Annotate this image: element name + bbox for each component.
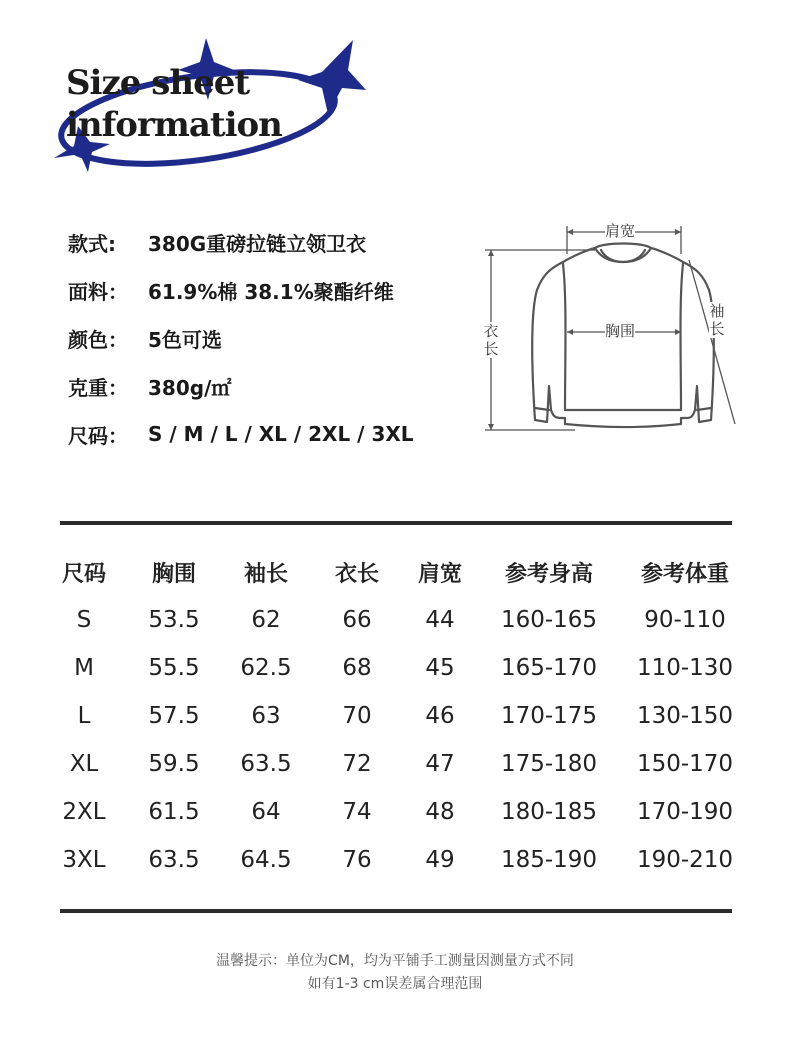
header-cell: 袖长 xyxy=(243,561,288,587)
table-cell: S xyxy=(76,607,92,633)
table-cell: 170-190 xyxy=(636,799,734,825)
table-row xyxy=(40,740,750,788)
table-cell: 175-180 xyxy=(500,751,598,777)
measurement-note-line1: 温馨提示：单位为CM，均为平铺手工测量因测量方式不同 xyxy=(216,953,574,969)
spec-value: 5色可选 xyxy=(148,327,222,352)
table-cell: 68 xyxy=(342,655,372,681)
chest-label: 胸围 xyxy=(605,322,636,340)
table-cell: M xyxy=(74,655,94,681)
table-cell: 55.5 xyxy=(148,655,200,681)
table-cell: 59.5 xyxy=(148,751,200,777)
table-cell: 45 xyxy=(425,655,455,681)
table-row xyxy=(40,596,750,644)
table-cell: 61.5 xyxy=(148,799,200,825)
spec-sizes xyxy=(68,410,414,458)
table-cell: 48 xyxy=(425,799,455,825)
table-cell: 70 xyxy=(342,703,372,729)
table-cell: 47 xyxy=(425,751,455,777)
spec-label: 款式: xyxy=(68,231,116,256)
table-cell: 53.5 xyxy=(148,607,200,633)
spec-label: 尺码： xyxy=(68,423,128,448)
header-cell: 胸围 xyxy=(151,561,196,587)
size-table xyxy=(40,548,750,884)
table-cell: 150-170 xyxy=(636,751,734,777)
spec-label: 克重： xyxy=(68,375,128,400)
table-cell: 44 xyxy=(425,607,455,633)
sleeve-label: 袖长 xyxy=(709,302,725,338)
spec-value: S / M / L / XL / 2XL / 3XL xyxy=(148,422,414,446)
header-cell: 参考体重 xyxy=(640,561,729,587)
spec-value: 380G重磅拉链立领卫衣 xyxy=(148,231,367,256)
spec-weight xyxy=(68,362,414,410)
table-cell: 63 xyxy=(251,703,281,729)
header-cell: 尺码 xyxy=(61,561,106,587)
table-cell: 3XL xyxy=(62,847,106,873)
table-cell: 165-170 xyxy=(500,655,598,681)
logo-text-line1: Size sheet xyxy=(66,63,250,103)
table-cell: L xyxy=(77,703,91,729)
length-label: 衣长 xyxy=(483,322,499,358)
table-cell: 185-190 xyxy=(500,847,598,873)
table-cell: XL xyxy=(69,751,99,777)
table-cell: 64.5 xyxy=(240,847,292,873)
header-cell: 肩宽 xyxy=(417,561,462,587)
measurement-note-line2: 如有1-3 cm误差属合理范围 xyxy=(307,976,483,992)
spec-label: 面料： xyxy=(68,279,128,304)
table-cell: 76 xyxy=(342,847,372,873)
table-cell: 160-165 xyxy=(500,607,598,633)
table-cell: 170-175 xyxy=(500,703,598,729)
table-cell: 130-150 xyxy=(636,703,734,729)
table-cell: 64 xyxy=(251,799,281,825)
table-cell: 63.5 xyxy=(240,751,292,777)
table-header-row xyxy=(40,548,750,596)
table-bottom-rule xyxy=(60,909,732,913)
table-cell: 63.5 xyxy=(148,847,200,873)
spec-fabric xyxy=(68,266,414,314)
shoulder-label: 肩宽 xyxy=(605,222,636,240)
table-cell: 46 xyxy=(425,703,455,729)
table-row xyxy=(40,644,750,692)
table-cell: 49 xyxy=(425,847,455,873)
table-cell: 90-110 xyxy=(644,607,726,633)
product-specs xyxy=(68,218,414,458)
table-cell: 57.5 xyxy=(148,703,200,729)
spec-style xyxy=(68,218,414,266)
spec-color xyxy=(68,314,414,362)
table-cell: 180-185 xyxy=(500,799,598,825)
table-row xyxy=(40,692,750,740)
table-cell: 62.5 xyxy=(240,655,292,681)
spec-value: 61.9%棉 38.1%聚酯纤维 xyxy=(148,279,394,304)
table-cell: 74 xyxy=(342,799,372,825)
star-icon xyxy=(298,40,366,114)
table-row xyxy=(40,836,750,884)
header-cell: 参考身高 xyxy=(504,561,593,587)
spec-value: 380g/㎡ xyxy=(148,375,232,400)
spec-label: 颜色： xyxy=(68,327,128,352)
table-row xyxy=(40,788,750,836)
logo-text-line2: information xyxy=(66,105,282,145)
table-cell: 190-210 xyxy=(636,847,734,873)
table-cell: 66 xyxy=(342,607,372,633)
table-cell: 2XL xyxy=(62,799,106,825)
measurement-diagram xyxy=(465,210,745,440)
table-cell: 72 xyxy=(342,751,372,777)
size-sheet-logo xyxy=(48,30,378,180)
table-cell: 110-130 xyxy=(636,655,734,681)
table-cell: 62 xyxy=(251,607,281,633)
table-top-rule xyxy=(60,521,732,525)
header-cell: 衣长 xyxy=(334,561,379,587)
